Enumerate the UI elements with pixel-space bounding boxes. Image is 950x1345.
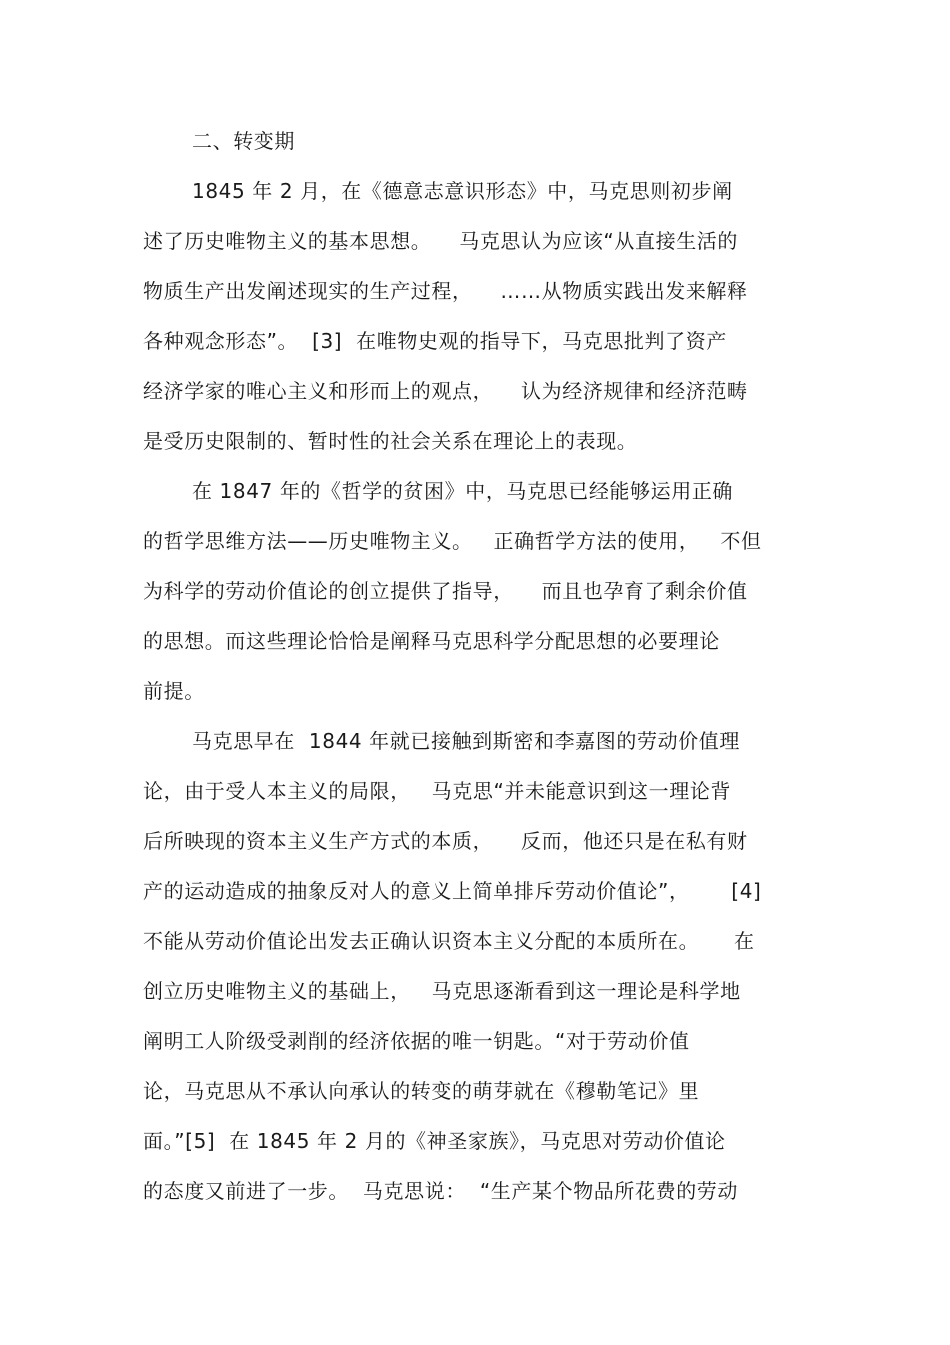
text-line: 1845 年 2 月，在《德意志意识形态》中，马克思则初步阐 [192, 179, 733, 203]
text-line: 论，马克思从不承认向承认的转变的萌芽就在《穆勒笔记》里 [143, 1079, 700, 1103]
text-line: 面。”[5] 在 1845 年 2 月的《神圣家族》，马克思对劳动价值论 [143, 1129, 726, 1153]
section-heading: 二、转变期 [192, 129, 295, 153]
text-line: 不能从劳动价值论出发去正确认识资本主义分配的本质所在。 在 [143, 929, 755, 953]
text-line: 是受历史限制的、暂时性的社会关系在理论上的表现。 [143, 429, 638, 453]
text-line: 的哲学思维方法——历史唯物主义。 正确哲学方法的使用， 不但 [143, 529, 762, 553]
text-line: 前提。 [143, 679, 205, 703]
text-line: 的态度又前进了一步。 马克思说： “生产某个物品所花费的劳动 [143, 1179, 738, 1203]
text-line: 创立历史唯物主义的基础上， 马克思逐渐看到这一理论是科学地 [143, 979, 741, 1003]
text-line: 经济学家的唯心主义和形而上的观点， 认为经济规律和经济范畴 [143, 379, 748, 403]
text-line: 论，由于受人本主义的局限， 马克思“并未能意识到这一理论背 [143, 779, 732, 803]
text-line: 物质生产出发阐述现实的生产过程， ……从物质实践出发来解释 [143, 279, 748, 303]
text-line: 产的运动造成的抽象反对人的意义上简单排斥劳动价值论”， [4] [143, 879, 762, 903]
text-line: 各种观念形态”。 [3] 在唯物史观的指导下，马克思批判了资产 [143, 329, 727, 353]
text-line: 阐明工人阶级受剥削的经济依据的唯一钥匙。“对于劳动价值 [143, 1029, 690, 1053]
text-line: 为科学的劳动价值论的创立提供了指导， 而且也孕育了剩余价值 [143, 579, 748, 603]
text-line: 述了历史唯物主义的基本思想。 马克思认为应该“从直接生活的 [143, 229, 738, 253]
text-line: 的思想。而这些理论恰恰是阐释马克思科学分配思想的必要理论 [143, 629, 720, 653]
text-line: 在 1847 年的《哲学的贫困》中，马克思已经能够运用正确 [192, 479, 734, 503]
text-line: 马克思早在 1844 年就已接触到斯密和李嘉图的劳动价值理 [192, 729, 740, 753]
text-line: 后所映现的资本主义生产方式的本质， 反而，他还只是在私有财 [143, 829, 748, 853]
